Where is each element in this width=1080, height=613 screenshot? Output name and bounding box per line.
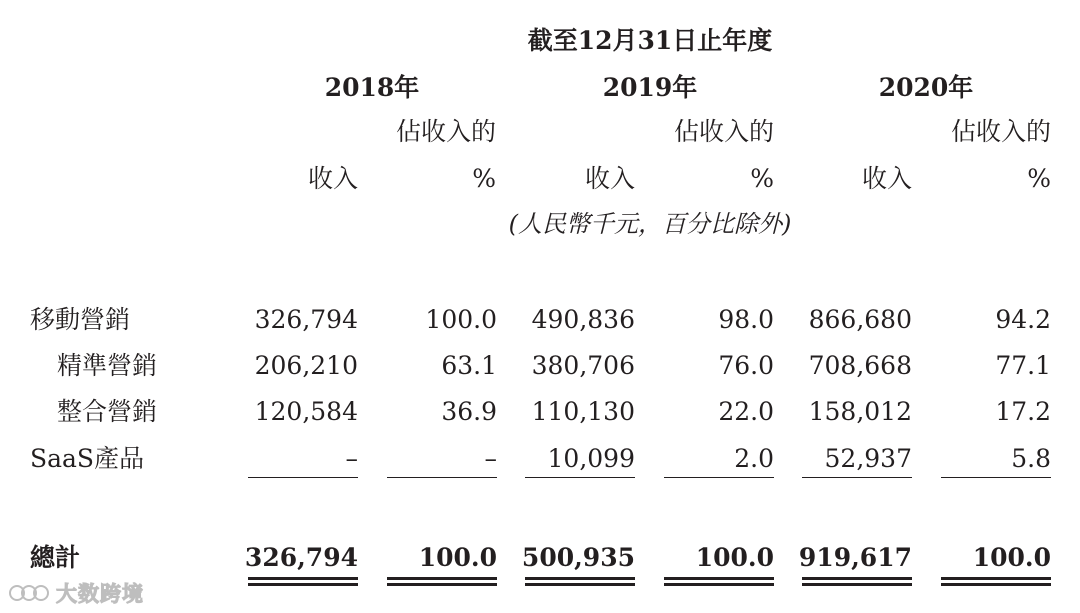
table-cell: 708,668	[808, 351, 912, 380]
row-label-mobile-marketing: 移動營銷	[30, 305, 131, 334]
watermark-logo-icon	[8, 579, 50, 607]
pct-header-2019: 佔收入的	[673, 117, 774, 146]
table-cell: 17.2	[995, 397, 1051, 426]
total-double-rule	[664, 577, 774, 586]
revenue-header-2020: 收入	[861, 164, 912, 193]
pct-header-2020: 佔收入的	[950, 117, 1051, 146]
total-double-rule	[941, 577, 1051, 586]
total-double-rule	[525, 577, 635, 586]
table-cell: –	[484, 444, 497, 473]
total-cell: 326,794	[244, 543, 358, 572]
row-label-saas-products: SaaS產品	[30, 444, 145, 473]
subtotal-rule	[941, 477, 1051, 478]
year-2019: 2019年	[602, 73, 698, 102]
table-cell: 490,836	[531, 305, 635, 334]
watermark	[8, 578, 144, 608]
pct-symbol-2018: %	[472, 164, 496, 193]
subtotal-rule	[387, 477, 497, 478]
pct-header-2018: 佔收入的	[395, 117, 496, 146]
table-cell: 158,012	[808, 397, 912, 426]
table-cell: 76.0	[718, 351, 774, 380]
table-cell: 52,937	[824, 444, 912, 473]
table-cell: 22.0	[718, 397, 774, 426]
revenue-header-2018: 收入	[307, 164, 358, 193]
period-heading: 截至12月31日止年度	[527, 26, 773, 55]
table-cell: 866,680	[808, 305, 912, 334]
total-cell: 100.0	[695, 543, 774, 572]
total-cell: 919,617	[798, 543, 912, 572]
revenue-header-2019: 收入	[584, 164, 635, 193]
row-label-precision-marketing: 精準營銷	[57, 351, 158, 380]
table-cell: 380,706	[531, 351, 635, 380]
year-2020: 2020年	[878, 73, 974, 102]
total-cell: 100.0	[972, 543, 1051, 572]
watermark-text: 大数跨境	[56, 582, 144, 606]
subtotal-rule	[802, 477, 912, 478]
row-label-integrated-marketing: 整合營銷	[57, 397, 158, 426]
table-cell: 77.1	[995, 351, 1051, 380]
pct-symbol-2020: %	[1027, 164, 1051, 193]
total-cell: 500,935	[521, 543, 635, 572]
subtotal-rule	[248, 477, 358, 478]
table-cell: 10,099	[547, 444, 635, 473]
table-cell: –	[345, 444, 358, 473]
row-label-total: 總計	[30, 543, 81, 572]
total-cell: 100.0	[418, 543, 497, 572]
table-cell: 5.8	[1011, 444, 1051, 473]
table-cell: 110,130	[531, 397, 635, 426]
year-2018: 2018年	[324, 73, 420, 102]
table-cell: 94.2	[995, 305, 1051, 334]
table-cell: 36.9	[441, 397, 497, 426]
total-double-rule	[387, 577, 497, 586]
table-cell: 100.0	[425, 305, 497, 334]
table-cell: 98.0	[718, 305, 774, 334]
subtotal-rule	[664, 477, 774, 478]
total-double-rule	[248, 577, 358, 586]
table-cell: 2.0	[734, 444, 774, 473]
table-cell: 63.1	[441, 351, 497, 380]
unit-note: (人民幣千元，百分比除外)	[508, 210, 792, 238]
table-cell: 120,584	[254, 397, 358, 426]
total-double-rule	[802, 577, 912, 586]
table-cell: 206,210	[254, 351, 358, 380]
table-cell: 326,794	[254, 305, 358, 334]
pct-symbol-2019: %	[750, 164, 774, 193]
subtotal-rule	[525, 477, 635, 478]
